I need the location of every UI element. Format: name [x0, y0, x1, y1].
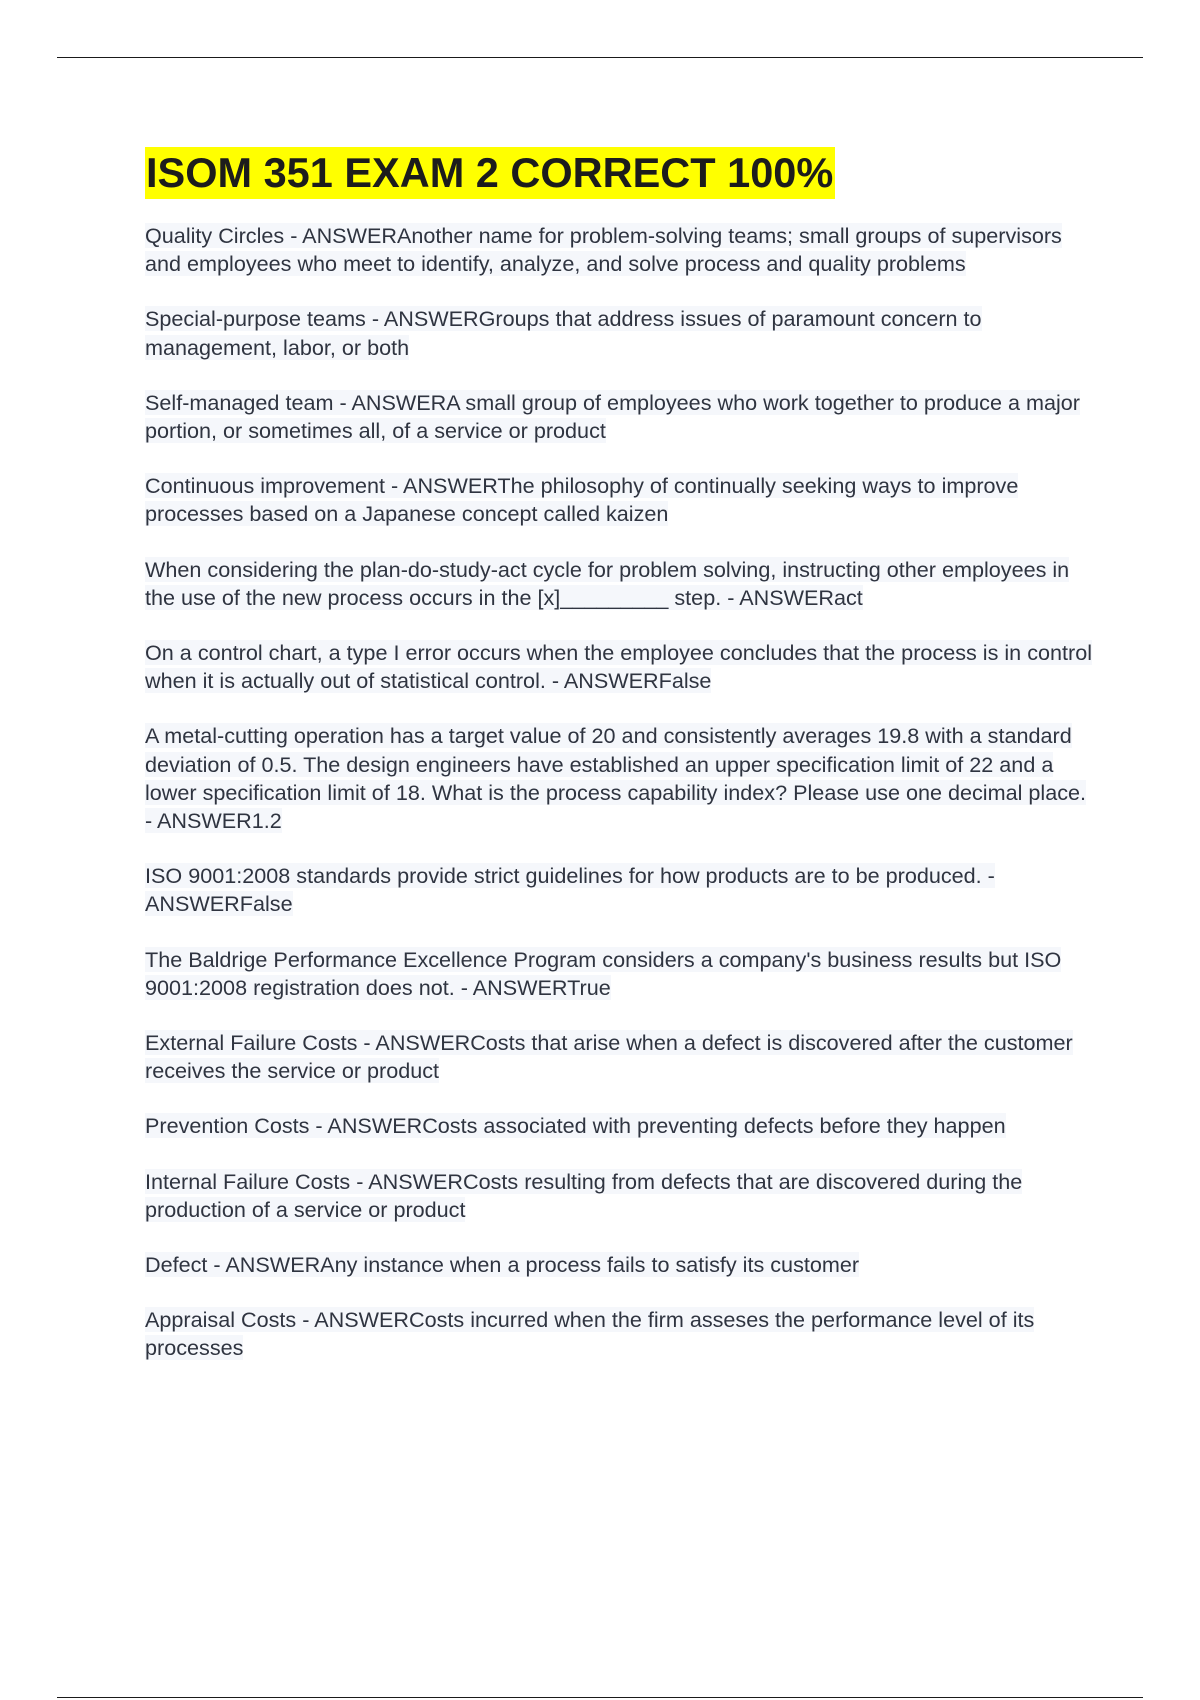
document-title: ISOM 351 EXAM 2 CORRECT 100%: [145, 147, 835, 199]
qa-entry: [145, 946, 1095, 1002]
top-rule: [57, 57, 1143, 58]
qa-text: Quality Circles - ANSWERAnother name for problem-solving teams; small groups of supervisors and employees who meet to identify, analyze, and solve process and quality problems: [145, 223, 1062, 277]
qa-text: Continuous improvement - ANSWERThe philosophy of continually seeking ways to improve processes based on a Japanese concept called kaizen: [145, 473, 1019, 527]
qa-text: Self-managed team - ANSWERA small group of employees who work together to produce a major portion, or sometimes all, of a service or product: [145, 389, 1080, 444]
document-body: [145, 147, 1095, 1390]
qa-entry: [145, 222, 1095, 278]
qa-entry: [145, 639, 1095, 695]
qa-text: When considering the plan-do-study-act cycle for problem solving, instructing other employees in the use of the new process occurs in the [x]_________ step. - ANSWERact: [145, 556, 1070, 610]
qa-entry: [145, 1168, 1095, 1224]
qa-text: Defect - ANSWERAny instance when a process fails to satisfy its customer: [145, 1252, 860, 1278]
qa-text: Appraisal Costs - ANSWERCosts incurred when the firm asseses the performance level of its processes: [145, 1307, 1035, 1361]
qa-text: The Baldrige Performance Excellence Program considers a company's business results but ISO 9001:2008 registration does not. - ANSWERTrue: [145, 946, 1062, 1000]
qa-text: Prevention Costs - ANSWERCosts associated with preventing defects before they happen: [145, 1113, 1006, 1139]
qa-entry: [145, 722, 1095, 835]
qa-entry: [145, 862, 1095, 918]
bottom-rule: [57, 1697, 1143, 1698]
qa-entry: [145, 556, 1095, 612]
qa-entry: [145, 305, 1095, 361]
qa-text: A metal-cutting operation has a target value of 20 and consistently averages 19.8 with a standard deviation of 0.5. The design engineers have established an upper specification limit of 22 and a lower specification limit of 18. What is the process capability index? Please use one decimal place. - ANSWER1.2: [145, 723, 1087, 834]
qa-text: External Failure Costs - ANSWERCosts that arise when a defect is discovered after the customer receives the service or product: [145, 1030, 1073, 1084]
qa-entry: [145, 389, 1095, 445]
qa-text: Internal Failure Costs - ANSWERCosts resulting from defects that are discovered during the production of a service or product: [145, 1168, 1023, 1222]
qa-entry: [145, 1029, 1095, 1085]
qa-text: ISO 9001:2008 standards provide strict guidelines for how products are to be produced. - ANSWERFalse: [145, 863, 995, 917]
qa-entry: [145, 1306, 1095, 1362]
qa-list: [145, 222, 1095, 1363]
qa-entry: [145, 1251, 1095, 1279]
qa-entry: [145, 472, 1095, 528]
qa-text: Special-purpose teams - ANSWERGroups that address issues of paramount concern to management, labor, or both: [145, 306, 982, 360]
qa-text: On a control chart, a type I error occurs when the employee concludes that the process is in control when it is actually out of statistical control. - ANSWERFalse: [145, 640, 1093, 694]
qa-entry: [145, 1112, 1095, 1140]
